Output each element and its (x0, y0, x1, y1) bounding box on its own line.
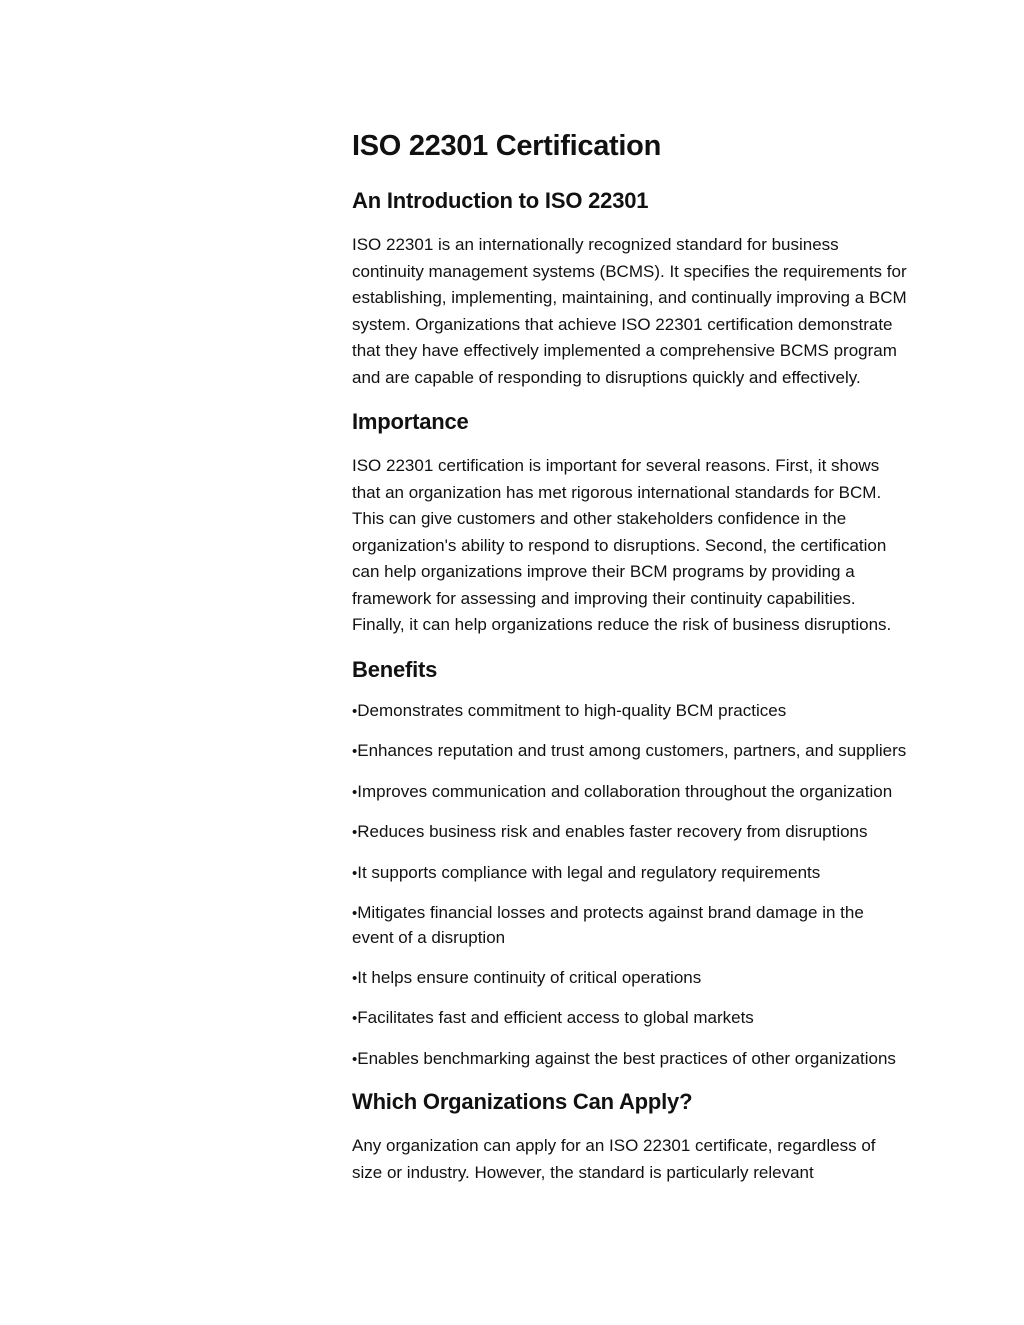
intro-paragraph: ISO 22301 is an internationally recognized standard for business continuity management systems (BCMS). It specifies the requirements for establishing, implementing, maintaining, and continually improving a BCM system. Organizations that achieve ISO 22301 certification demonstrate that they have effectively implemented a comprehensive BCMS program and are capable of responding to disruptions quickly and effectively. (352, 235, 907, 387)
bullet-icon: • (352, 905, 358, 922)
who-can-apply-paragraph: Any organization can apply for an ISO 22301 certificate, regardless of size or industry. However, the standard is particularly relevant (352, 1136, 876, 1182)
list-item (352, 1047, 908, 1072)
list-item (352, 901, 908, 950)
benefits-list (352, 699, 908, 1072)
list-item (352, 820, 908, 845)
benefit-text: Facilitates fast and efficient access to global markets (357, 1008, 754, 1027)
benefit-text: Enables benchmarking against the best practices of other organizations (357, 1048, 896, 1068)
bullet-icon: • (352, 1010, 358, 1027)
benefit-text: Improves communication and collaboration throughout the organization (357, 781, 893, 801)
bullet-icon: • (352, 743, 358, 760)
bullet-icon: • (352, 702, 358, 720)
bullet-icon: • (352, 1050, 358, 1068)
benefit-text: Mitigates financial losses and protects against brand damage in the event of a disruption (352, 903, 864, 947)
importance-paragraph: ISO 22301 certification is important for several reasons. First, it shows that an organization has met rigorous international standards for BCM. This can give customers and other stakeholders confidence in the organization's ability to respond to disruptions. Second, the certification can help organizations improve their BCM programs by providing a framework for assessing and improving their continuity capabilities. Finally, it can help organizations reduce the risk of business disruptions. (352, 456, 892, 634)
intro-heading: An Introduction to ISO 22301 (352, 188, 649, 213)
list-item (352, 1006, 908, 1031)
importance-heading: Importance (352, 409, 469, 434)
benefit-text: It supports compliance with legal and regulatory requirements (357, 862, 821, 882)
benefit-text: It helps ensure continuity of critical operations (357, 967, 702, 987)
benefit-text: Reduces business risk and enables faster recovery from disruptions (357, 822, 868, 841)
document-title: ISO 22301 Certification (352, 130, 661, 162)
benefits-heading: Benefits (352, 656, 438, 682)
benefit-text: Enhances reputation and trust among customers, partners, and suppliers (357, 741, 907, 760)
bullet-icon: • (352, 783, 358, 801)
list-item (352, 739, 908, 764)
bullet-icon: • (352, 864, 358, 882)
document-page (352, 126, 908, 1186)
who-can-apply-heading: Which Organizations Can Apply? (352, 1089, 693, 1114)
list-item (352, 861, 908, 886)
list-item (352, 699, 908, 724)
bullet-icon: • (352, 824, 358, 841)
bullet-icon: • (352, 969, 358, 987)
list-item (352, 780, 908, 805)
benefit-text: Demonstrates commitment to high-quality BCM practices (357, 700, 787, 720)
list-item (352, 966, 908, 991)
